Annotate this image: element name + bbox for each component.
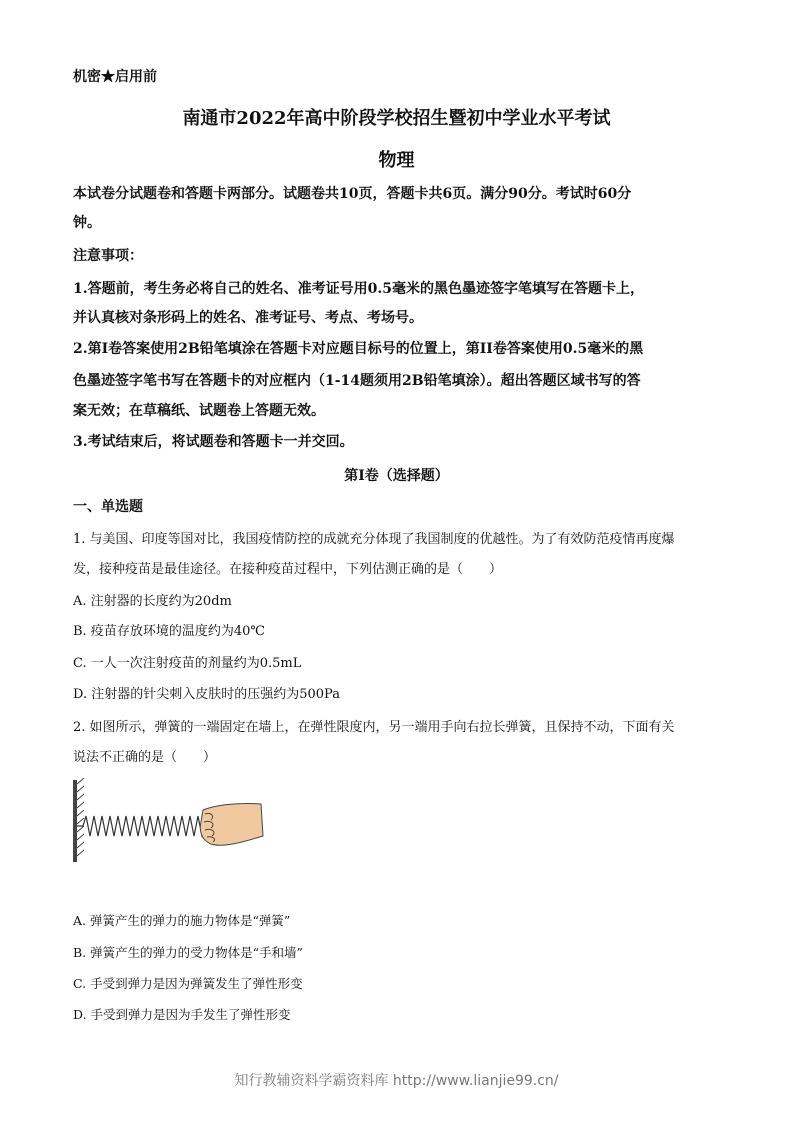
- exam-title: 南通市2022年高中阶段学校招生暨初中学业水平考试: [182, 108, 611, 129]
- q1-option-b: B. 疫苗存放环境的温度约为40℃: [73, 624, 265, 639]
- q1-stem-line-1: 1. 与美国、印度等国对比，我国疫情防控的成就充分体现了我国制度的优越性。为了有效防范疫情再度爆: [73, 532, 675, 547]
- wall-icon: [73, 778, 84, 862]
- q2-option-b: B. 弹簧产生的弹力的受力物体是“手和墙”: [73, 945, 303, 960]
- q1-option-a: A. 注射器的长度约为20dm: [73, 594, 232, 609]
- intro-line-1: 本试卷分试题卷和答题卡两部分。试题卷共10页，答题卡共6页。满分90分。考试时60分: [73, 186, 632, 202]
- note-1-line-1: 1.答题前，考生务必将自己的姓名、准考证号用0.5毫米的黑色墨迹签字笔填写在答题卡上，: [73, 281, 644, 297]
- footer-watermark: 知行教辅资料学霸资料库 http://www.lianjie99.cn/: [234, 1073, 559, 1089]
- note-2-line-1: 2.第I卷答案使用2B铅笔填涂在答题卡对应题目标号的位置上，第II卷答案使用0.5毫米的黑: [73, 341, 644, 357]
- part-heading: 一、单选题: [73, 499, 143, 515]
- note-1-line-2: 并认真核对条形码上的姓名、准考证号、考点、考场号。: [73, 310, 423, 326]
- q2-stem-line-2: 说法不正确的是（ ）: [73, 750, 217, 765]
- volume-heading: 第I卷（选择题）: [344, 468, 449, 484]
- intro-line-2: 钟。: [73, 215, 101, 231]
- hand-icon: [200, 803, 263, 845]
- q1-stem-line-2: 发，接种疫苗是最佳途径。在接种疫苗过程中，下列估测正确的是（ ）: [73, 562, 503, 577]
- subject-title: 物理: [378, 150, 415, 171]
- notes-heading: 注意事项：: [73, 248, 143, 264]
- confidential-label: 机密★启用前: [73, 69, 157, 85]
- q2-option-d: D. 手受到弹力是因为手发生了弹性形变: [73, 1007, 291, 1022]
- spring-icon: [77, 816, 213, 836]
- q2-option-c: C. 手受到弹力是因为弹簧发生了弹性形变: [73, 976, 303, 991]
- q1-option-d: D. 注射器的针尖刺入皮肤时的压强约为500Pa: [73, 687, 340, 702]
- note-2-line-2: 色墨迹签字笔书写在答题卡的对应框内（1-14题须用2B铅笔填涂）。超出答题区域书写的答: [73, 373, 641, 389]
- note-3: 3.考试结束后，将试题卷和答题卡一并交回。: [73, 434, 354, 450]
- q1-option-c: C. 一人一次注射疫苗的剂量约为0.5mL: [73, 656, 302, 671]
- note-2-line-3: 案无效；在草稿纸、试题卷上答题无效。: [73, 403, 325, 419]
- spring-wall-hand-figure: [73, 778, 273, 868]
- q2-option-a: A. 弹簧产生的弹力的施力物体是“弹簧”: [73, 913, 291, 928]
- q2-stem-line-1: 2. 如图所示，弹簧的一端固定在墙上，在弹性限度内，另一端用手向右拉长弹簧，且保持不动，下面有关: [73, 720, 675, 735]
